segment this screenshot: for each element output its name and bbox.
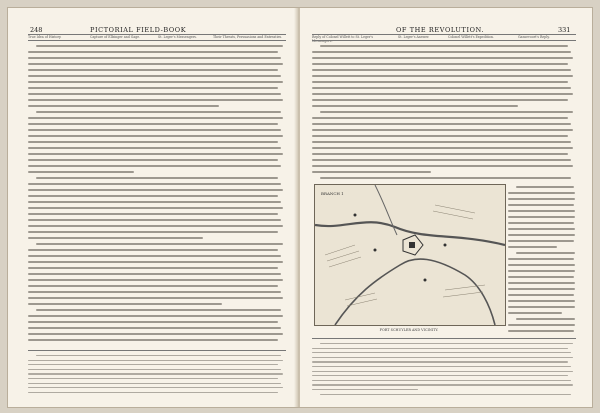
right-body-text [312,43,576,181]
fort-schuyler-map [314,184,506,326]
right-page-number: 331 [558,26,571,34]
svg-text:BRANCH 1: BRANCH 1 [321,191,344,196]
right-subhead-3: Colonel Willett's Expedition. [448,35,494,39]
text-line [312,175,576,181]
right-footnotes [312,341,576,397]
left-subhead-4: Their Threats, Persuasions and Entreaties. [213,35,283,39]
right-subhead-2: St. Leger's Answer. [398,35,430,39]
text-line [508,328,576,334]
text-line [28,337,286,343]
text-line [28,390,286,395]
left-page-number: 248 [30,26,43,34]
left-subhead-1: True Idea of History. [28,35,62,39]
left-running-head: PICTORIAL FIELD-BOOK [90,26,187,34]
left-body-text [28,43,286,347]
text-line [312,392,576,397]
map-caption: FORT SCHUYLER AND VICINITY. [379,328,439,332]
left-page [8,8,298,407]
right-running-head: OF THE REVOLUTION. [396,26,485,34]
left-subhead-2: Capture of Ellsinger and Gage. [90,35,141,39]
right-subhead-4: Gansevoort's Reply. [518,35,550,39]
right-subhead-1: Reply of Colonel Willett to St. Leger's Messengers. [312,35,373,43]
right-page [300,8,592,407]
open-book [8,8,592,407]
left-subhead-3: St. Leger's Messengers. [158,35,197,39]
left-footnotes [28,353,286,397]
map-drawing [315,185,505,325]
right-side-text [508,184,576,334]
